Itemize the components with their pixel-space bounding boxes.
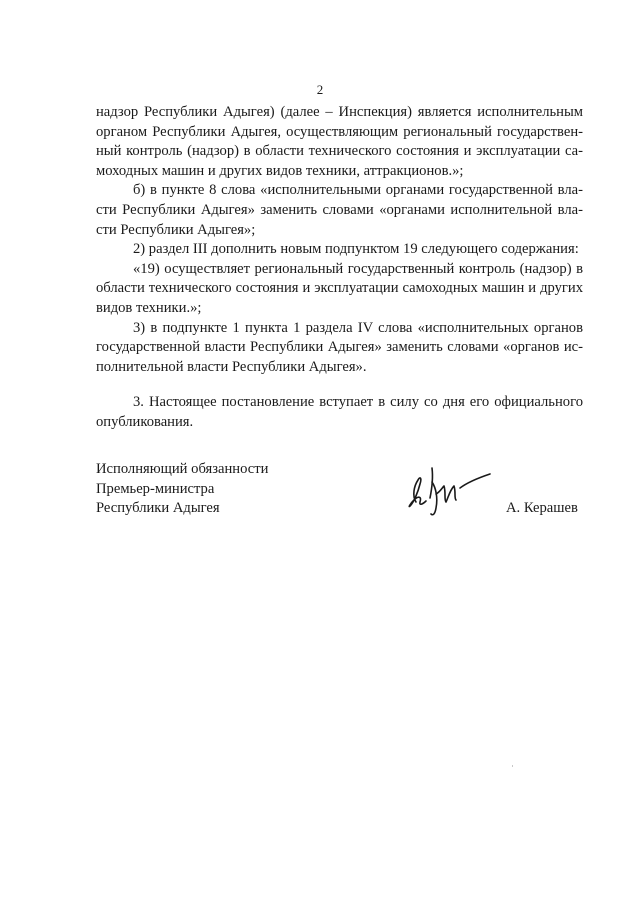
body-line: органом Республики Адыгея, осуществляющим региональный государствен- [96, 123, 583, 140]
body-line: полнительной власти Республики Адыгея». [96, 358, 367, 375]
signatory-position-line: Республики Адыгея [96, 500, 220, 517]
signatory-position [96, 460, 268, 519]
body-line: видов техники.»; [96, 299, 202, 316]
body-line: сти Республики Адыгея» заменить словами «органами исполнительной вла- [96, 201, 583, 218]
body-line: 2) раздел III дополнить новым подпунктом 19 следующего содержания: [133, 241, 579, 258]
body-line: опубликования. [96, 413, 194, 430]
body-line: области технического состояния и эксплуатации самоходных машин и других [96, 280, 583, 297]
body-line: сти Республики Адыгея»; [96, 221, 256, 238]
body-line: «19) осуществляет региональный государственный контроль (надзор) в [133, 260, 583, 277]
signatory-name: А. Керашев [506, 500, 578, 516]
document-body [96, 103, 583, 433]
body-line: б) в пункте 8 слова «исполнительными органами государственной вла- [133, 182, 583, 199]
body-line: надзор Республики Адыгея) (далее – Инспекция) является исполнительным [96, 104, 583, 120]
body-line: государственной власти Республики Адыгея» заменить словами «органов ис- [96, 339, 583, 356]
paragraph-spacer [96, 377, 583, 393]
body-line: ный контроль (надзор) в области технического состояния и эксплуатации са- [96, 143, 583, 160]
page-number: 2 [316, 82, 324, 97]
body-line: 3) в подпункте 1 пункта 1 раздела IV слова «исполнительных органов [133, 319, 583, 336]
body-line: моходных машин и других видов техники, аттракционов.»; [96, 162, 464, 179]
handwritten-signature [400, 458, 500, 522]
signatory-position-line: Исполняющий обязанности [96, 461, 269, 477]
signatory-position-line: Премьер-министра [96, 480, 215, 497]
body-line: 3. Настоящее постановление вступает в силу со дня его официального [133, 394, 583, 411]
scan-artifact [512, 765, 513, 767]
